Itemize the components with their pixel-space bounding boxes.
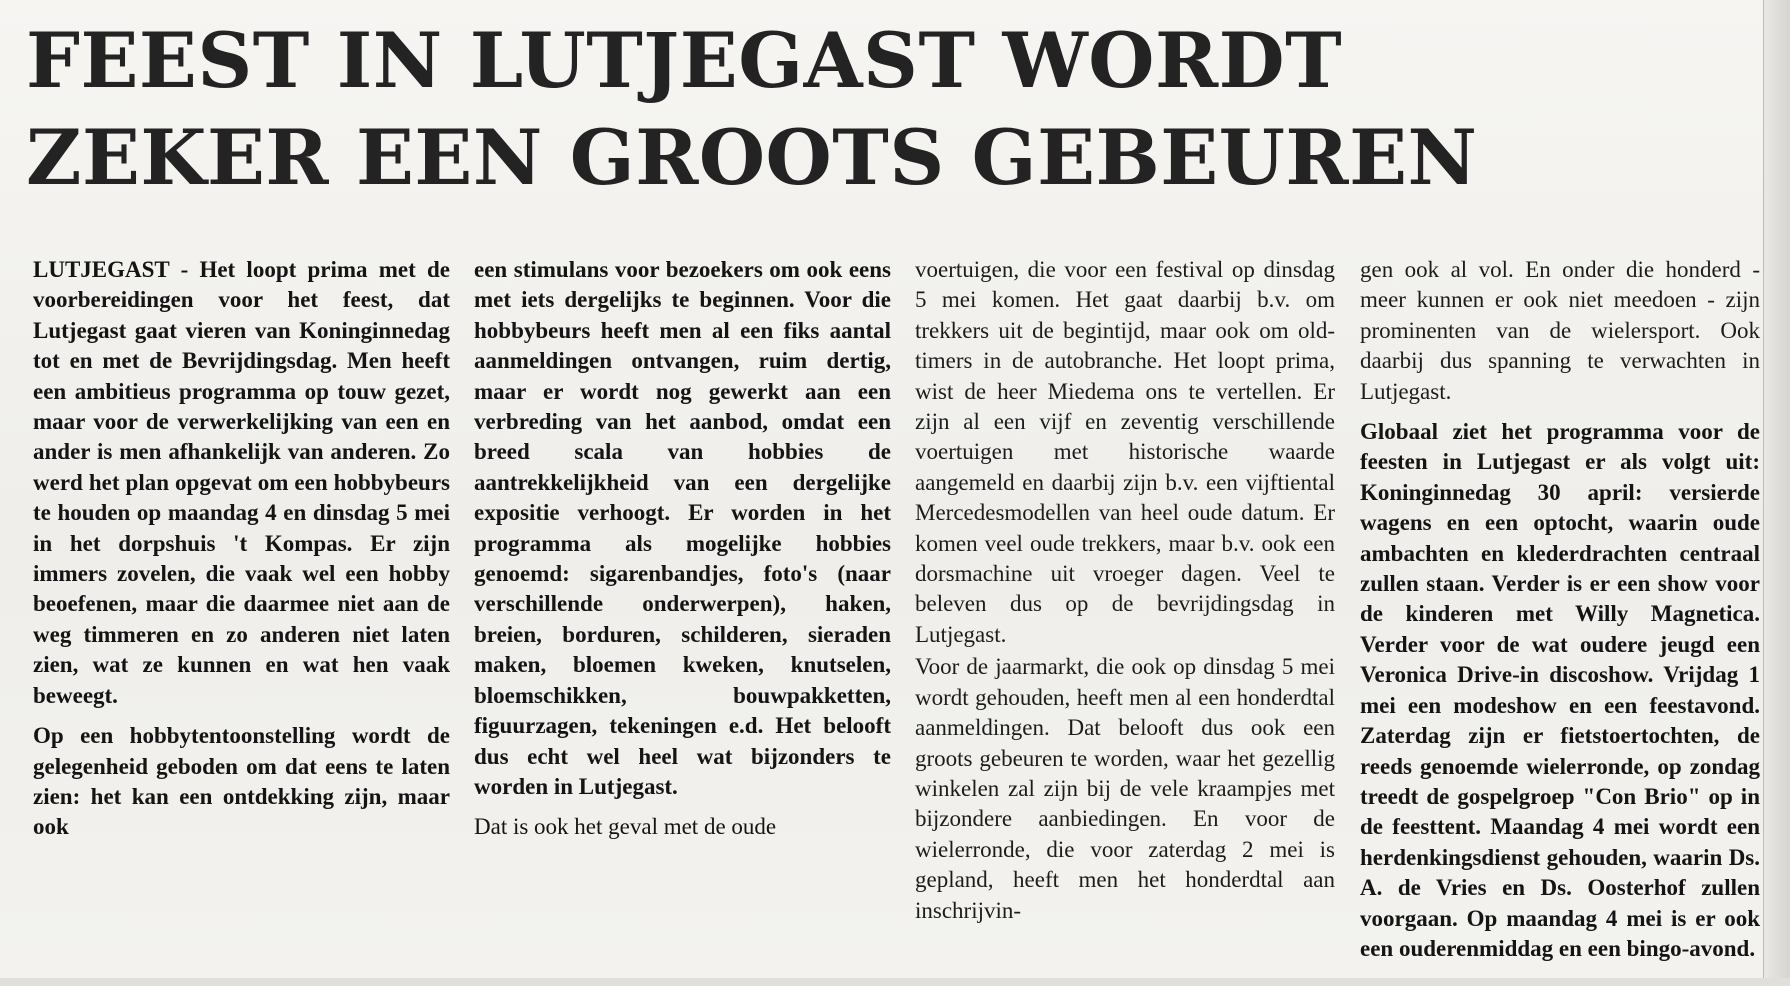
paragraph: Voor de jaarmarkt, die ook op dinsdag 5 mei wordt gehouden, heeft men al een honderdtal aanmeldingen. Dat belooft dus ook een groots gebeuren te worden, waar het gezellig winkelen zal zijn bij de vele kraampjes met bijzondere aanbiedingen. En voor de wielerronde, die voor zaterdag 2 mei is gepland, heeft men het honderdtal aan inschrijvin- [915,654,1335,923]
paragraph: Globaal ziet het programma voor de feesten in Lutjegast er als volgt uit: Koninginnedag 30 april: versierde wagens en een optocht, waarin oude ambachten en klederdrachten centraal zullen staan. Verder is er een show voor de kinderen met Willy Magnetica. Verder voor de wat oudere jeugd een Veronica Drive-in discoshow. Vrijdag 1 mei een modeshow en een feestavond. Zaterdag zijn er fietstoertochten, de reeds genoemde wielerronde, op zondag treedt de gospelgroep "Con Brio" op in de feesttent. Maandag 4 mei wordt een herdenkingsdienst gehouden, waarin Ds. A. de Vries en Ds. Oosterhof zullen voorgaan. Op maandag 4 mei is er ook een ouderenmiddag en een bingo-avond. [1360,419,1760,961]
article-column-1 [33,255,450,843]
article-column-2 [474,255,891,843]
article-column-4 [1360,255,1760,964]
paragraph: voertuigen, die voor een festival op dinsdag 5 mei komen. Het gaat daarbij b.v. om trekkers uit de begintijd, maar ook om old-timers in de autobranche. Het loopt prima, wist de heer Miedema ons te vertellen. Er zijn al een vijf en zeventig verschillende voertuigen met historische waarde aangemeld en daarbij zijn b.v. een vijftiental Mercedesmodellen van heel oude datum. Er komen veel oude trekkers, maar b.v. ook een dorsmachine uit vroeger dagen. Veel te beleven dus op de bevrijdingsdag in Lutjegast. [915,257,1335,647]
page-edge [1763,0,1790,986]
paragraph [33,255,450,711]
paragraph: een stimulans voor bezoekers om ook eens met iets dergelijks te beginnen. Voor die hobbybeurs heeft men al een fiks aantal aanmeldingen ontvangen, ruim dertig, maar er wordt nog gewerkt aan een verbreding van het aanbod, omdat een breed scala van hobbies de aantrekkelijkheid van een dergelijke expositie verhoogt. Er worden in het programma als mogelijke hobbies genoemd: sigarenbandjes, foto's (naar verschillende onderwerpen), haken, breien, borduren, schilderen, sieraden maken, bloemen kweken, knutselen, bloemschikken, bouwpakketten, figuurzagen, tekeningen e.d. Het belooft dus echt wel heel wat bijzonders te worden in Lutjegast. [474,257,891,799]
paragraph-text: Het loopt prima met de voorbereidingen voor het feest, dat Lutjegast gaat vieren van Koninginnedag tot en met de Bevrijdingsdag. Men heeft een ambitieus programma op touw gezet, maar voor de verwerkelijking van een en ander is men afhankelijk van anderen. Zo werd het plan opgevat om een hobbybeurs te houden op maandag 4 en dinsdag 5 mei in het dorpshuis 't Kompas. Er zijn immers zovelen, die vaak wel een hobby beoefenen, maar die daarmee niet aan de weg timmeren en zo anderen niet laten zien, wat ze kunnen en wat hen vaak beweegt. [33,257,450,708]
page-bottom-edge [0,978,1790,986]
paragraph: Op een hobbytentoonstelling wordt de gelegenheid geboden om dat eens te laten zien: het kan een ontdekking zijn, maar ook [33,723,450,840]
paragraph: gen ook al vol. En onder die honderd - meer kunnen er ook niet meedoen - zijn prominenten van de wielersport. Ook daarbij dus spanning te verwachten in Lutjegast. [1360,257,1760,404]
headline-line-1: FEEST IN LUTJEGAST WORDT [26,16,1343,105]
headline-line-2: ZEKER EEN GROOTS GEBEUREN [26,113,1478,202]
dateline: LUTJEGAST - [33,257,189,282]
article-column-3 [915,255,1335,926]
paragraph: Dat is ook het geval met de oude [474,814,777,840]
headline [26,12,1766,206]
